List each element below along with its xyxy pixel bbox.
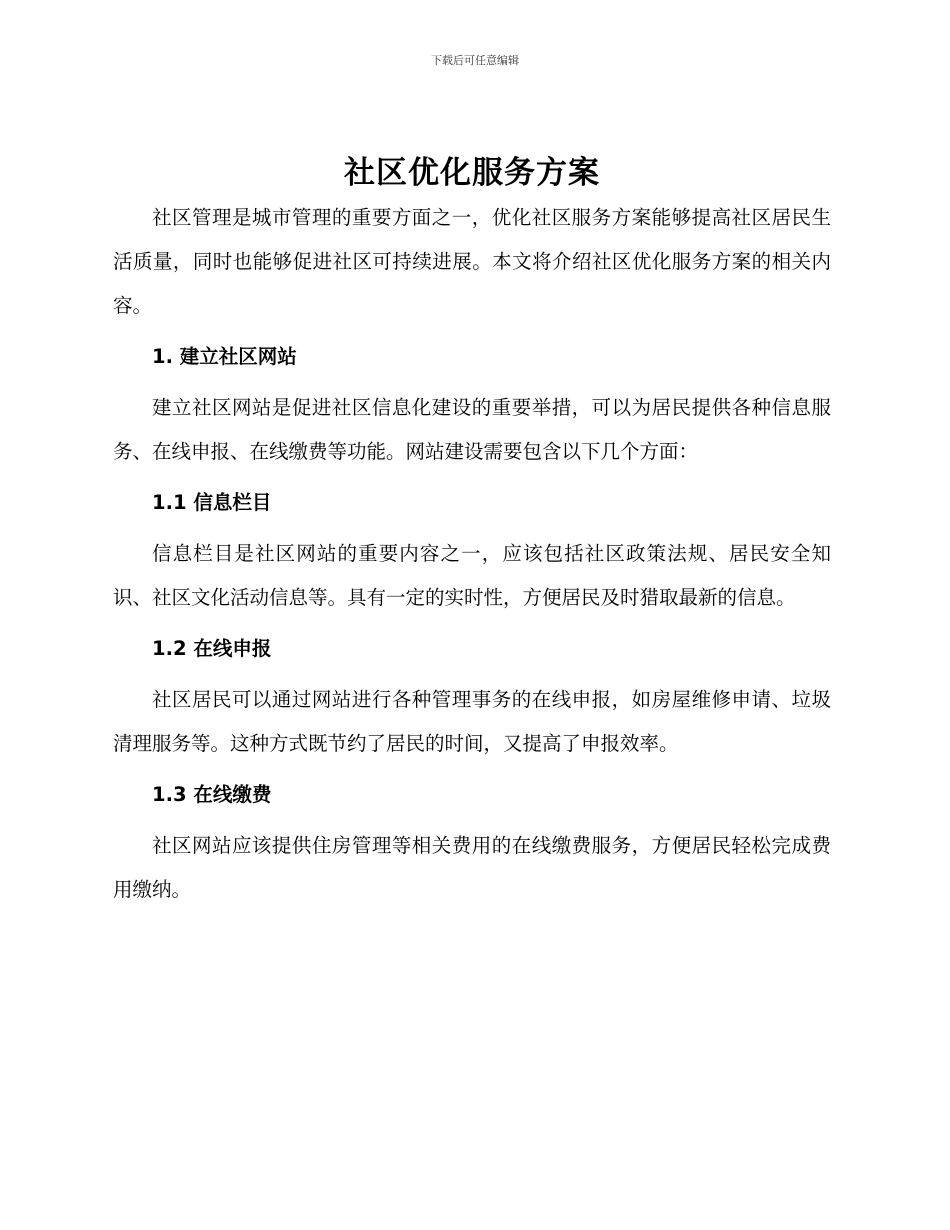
section-heading: 1.2 在线申报 bbox=[152, 637, 272, 660]
document-title: 社区优化服务方案 bbox=[344, 155, 600, 191]
section-paragraph: 社区网站应该提供住房管理等相关费用的在线缴费服务，方便居民轻松完成费用缴纳。 bbox=[113, 834, 831, 901]
section-paragraph: 信息栏目是社区网站的重要内容之一，应该包括社区政策法规、居民安全知识、社区文化活动信息等。具有一定的实时性，方便居民及时猎取最新的信息。 bbox=[113, 542, 831, 609]
section-online-payment bbox=[113, 780, 831, 912]
header-note: 下载后可任意编辑 bbox=[431, 54, 519, 67]
section-info-column bbox=[113, 488, 831, 620]
section-heading: 1. 建立社区网站 bbox=[152, 345, 297, 368]
section-paragraph: 建立社区网站是促进社区信息化建设的重要举措，可以为居民提供各种信息服务、在线申报、在线缴费等功能。网站建设需要包含以下几个方面： bbox=[113, 396, 831, 463]
section-paragraph: 社区居民可以通过网站进行各种管理事务的在线申报，如房屋维修申请、垃圾清理服务等。这种方式既节约了居民的时间，又提高了申报效率。 bbox=[113, 688, 831, 755]
section-heading: 1.3 在线缴费 bbox=[152, 783, 272, 806]
section-heading: 1.1 信息栏目 bbox=[152, 491, 272, 514]
section-build-website bbox=[113, 342, 831, 474]
intro-paragraph: 社区管理是城市管理的重要方面之一，优化社区服务方案能够提高社区居民生活质量，同时也能够促进社区可持续进展。本文将介绍社区优化服务方案的相关内容。 bbox=[113, 206, 831, 317]
document-body bbox=[113, 150, 831, 912]
section-online-application bbox=[113, 634, 831, 766]
